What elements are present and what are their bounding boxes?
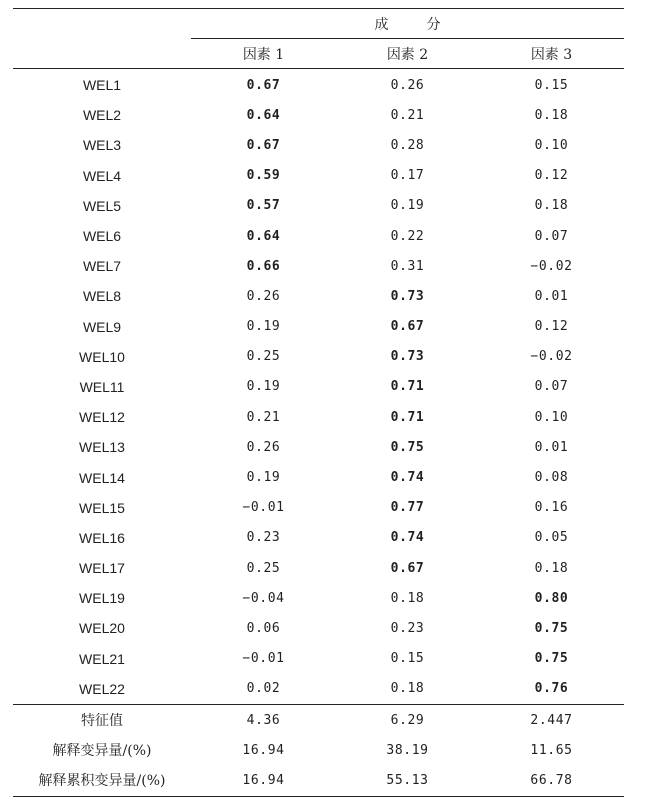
row-label: WEL19 bbox=[79, 590, 125, 607]
table-header bbox=[13, 9, 624, 69]
table-row bbox=[13, 402, 624, 432]
loading-cell-factor-3: 0.18 bbox=[534, 560, 569, 576]
loading-cell-factor-2: 0.31 bbox=[390, 258, 425, 274]
loading-cell-factor-1: 0.64 bbox=[246, 107, 281, 123]
table-row bbox=[13, 251, 624, 281]
loading-cell-factor-1: 0.66 bbox=[246, 258, 281, 274]
row-label: WEL7 bbox=[82, 258, 122, 275]
loading-cell-factor-2: 0.15 bbox=[390, 651, 425, 667]
row-label: WEL9 bbox=[82, 318, 122, 335]
component-group-header: 成 分 bbox=[191, 9, 624, 39]
table-row bbox=[13, 553, 624, 583]
column-header-factor-3: 因素 3 bbox=[479, 39, 624, 69]
loading-cell-factor-1: −0.04 bbox=[242, 590, 285, 606]
loading-cell-factor-1: 0.19 bbox=[246, 379, 281, 395]
loading-cell-factor-1: 0.67 bbox=[246, 137, 281, 153]
loading-cell-factor-3: 0.76 bbox=[534, 681, 569, 697]
summary-label: 解释累积变异量/(%) bbox=[13, 765, 191, 796]
loading-cell-factor-1: 0.21 bbox=[246, 409, 281, 425]
row-label: WEL12 bbox=[79, 409, 125, 426]
summary-row bbox=[13, 735, 624, 765]
loading-cell-factor-1: −0.01 bbox=[242, 651, 285, 667]
table-row bbox=[13, 583, 624, 613]
loading-cell-factor-1: 0.64 bbox=[246, 228, 281, 244]
table-row bbox=[13, 69, 624, 101]
row-label: WEL13 bbox=[79, 439, 125, 456]
loading-cell-factor-2: 0.26 bbox=[390, 77, 425, 93]
row-label: WEL8 bbox=[82, 288, 122, 305]
loading-cell-factor-1: 0.67 bbox=[246, 77, 281, 93]
table-row bbox=[13, 523, 624, 553]
loading-cell-factor-2: 0.19 bbox=[390, 198, 425, 214]
loading-cell-factor-3: 0.15 bbox=[534, 77, 569, 93]
table-row bbox=[13, 462, 624, 492]
loading-cell-factor-2: 0.77 bbox=[390, 500, 425, 516]
table-row bbox=[13, 613, 624, 643]
table-row bbox=[13, 100, 624, 130]
table-row bbox=[13, 342, 624, 372]
row-label: WEL11 bbox=[79, 378, 125, 395]
loading-cell-factor-3: 0.05 bbox=[534, 530, 569, 546]
table-row bbox=[13, 191, 624, 221]
loading-cell-factor-3: 0.10 bbox=[534, 137, 569, 153]
row-label: WEL10 bbox=[79, 348, 125, 365]
loading-cell-factor-2: 0.67 bbox=[390, 560, 425, 576]
loading-cell-factor-2: 0.74 bbox=[390, 530, 425, 546]
loading-cell-factor-3: −0.02 bbox=[530, 258, 573, 274]
row-label: WEL4 bbox=[82, 167, 122, 184]
table-row bbox=[13, 644, 624, 674]
header-blank-cell bbox=[13, 39, 191, 69]
loading-cell-factor-3: 0.01 bbox=[534, 288, 569, 304]
loading-cell-factor-3: 0.75 bbox=[534, 651, 569, 667]
loading-cell-factor-3: 0.75 bbox=[534, 620, 569, 636]
loading-cell-factor-1: 0.26 bbox=[246, 288, 281, 304]
table-row bbox=[13, 281, 624, 311]
summary-cell-factor-1: 16.94 bbox=[191, 765, 336, 796]
loading-cell-factor-3: −0.02 bbox=[530, 349, 573, 365]
loading-cell-factor-3: 0.12 bbox=[534, 168, 569, 184]
loading-cell-factor-1: 0.25 bbox=[246, 560, 281, 576]
row-label: WEL1 bbox=[82, 77, 122, 94]
loading-cell-factor-3: 0.18 bbox=[534, 198, 569, 214]
row-label: WEL6 bbox=[82, 228, 122, 245]
header-corner-cell bbox=[13, 9, 191, 39]
loading-cell-factor-2: 0.71 bbox=[390, 409, 425, 425]
loading-cell-factor-1: 0.57 bbox=[246, 198, 281, 214]
summary-row bbox=[13, 765, 624, 796]
loading-rows bbox=[13, 69, 624, 705]
factor-loading-table bbox=[13, 8, 624, 797]
table-row bbox=[13, 674, 624, 705]
loading-cell-factor-2: 0.73 bbox=[390, 349, 425, 365]
row-label: WEL15 bbox=[79, 499, 125, 516]
table-row bbox=[13, 130, 624, 160]
summary-cell-factor-2: 6.29 bbox=[336, 704, 479, 735]
loading-cell-factor-1: 0.02 bbox=[246, 681, 281, 697]
table-row bbox=[13, 221, 624, 251]
header-group-row bbox=[13, 9, 624, 39]
summary-cell-factor-3: 66.78 bbox=[479, 765, 624, 796]
loading-cell-factor-2: 0.74 bbox=[390, 470, 425, 486]
table-row bbox=[13, 432, 624, 462]
summary-rows bbox=[13, 704, 624, 796]
loading-cell-factor-2: 0.75 bbox=[390, 439, 425, 455]
loading-cell-factor-1: −0.01 bbox=[242, 500, 285, 516]
row-label: WEL17 bbox=[79, 560, 125, 577]
loading-cell-factor-1: 0.59 bbox=[246, 168, 281, 184]
loading-cell-factor-2: 0.23 bbox=[390, 620, 425, 636]
loading-cell-factor-2: 0.28 bbox=[390, 137, 425, 153]
loading-cell-factor-2: 0.22 bbox=[390, 228, 425, 244]
row-label: WEL2 bbox=[82, 107, 122, 124]
row-label: WEL3 bbox=[82, 137, 122, 154]
loading-cell-factor-3: 0.08 bbox=[534, 470, 569, 486]
loading-cell-factor-2: 0.71 bbox=[390, 379, 425, 395]
column-header-factor-1: 因素 1 bbox=[191, 39, 336, 69]
table-row bbox=[13, 493, 624, 523]
row-label: WEL16 bbox=[79, 529, 125, 546]
loading-cell-factor-3: 0.10 bbox=[534, 409, 569, 425]
summary-row bbox=[13, 704, 624, 735]
loading-cell-factor-2: 0.73 bbox=[390, 288, 425, 304]
loading-cell-factor-3: 0.12 bbox=[534, 319, 569, 335]
loading-cell-factor-1: 0.23 bbox=[246, 530, 281, 546]
loading-cell-factor-1: 0.26 bbox=[246, 439, 281, 455]
loading-cell-factor-1: 0.19 bbox=[246, 319, 281, 335]
loading-cell-factor-2: 0.21 bbox=[390, 107, 425, 123]
row-label: WEL20 bbox=[79, 620, 125, 637]
header-columns-row bbox=[13, 39, 624, 69]
loading-cell-factor-3: 0.07 bbox=[534, 228, 569, 244]
loading-cell-factor-3: 0.01 bbox=[534, 439, 569, 455]
loading-cell-factor-3: 0.80 bbox=[534, 590, 569, 606]
loading-cell-factor-3: 0.16 bbox=[534, 500, 569, 516]
summary-cell-factor-3: 11.65 bbox=[530, 742, 573, 758]
summary-cell-factor-1: 16.94 bbox=[242, 742, 285, 758]
loading-cell-factor-1: 0.06 bbox=[246, 620, 281, 636]
row-label: WEL14 bbox=[79, 469, 125, 486]
row-label: WEL5 bbox=[82, 197, 122, 214]
loading-cell-factor-2: 0.18 bbox=[390, 681, 425, 697]
loading-cell-factor-3: 0.18 bbox=[534, 107, 569, 123]
loading-cell-factor-2: 0.18 bbox=[390, 590, 425, 606]
summary-cell-factor-1: 4.36 bbox=[191, 704, 336, 735]
loading-cell-factor-1: 0.19 bbox=[246, 470, 281, 486]
table-row bbox=[13, 161, 624, 191]
summary-cell-factor-2: 38.19 bbox=[386, 742, 429, 758]
loading-cell-factor-3: 0.07 bbox=[534, 379, 569, 395]
summary-cell-factor-2: 55.13 bbox=[336, 765, 479, 796]
column-header-factor-2: 因素 2 bbox=[336, 39, 479, 69]
loading-cell-factor-2: 0.67 bbox=[390, 319, 425, 335]
summary-label: 解释变异量/(%) bbox=[52, 743, 152, 760]
summary-cell-factor-3: 2.447 bbox=[479, 704, 624, 735]
table-row bbox=[13, 312, 624, 342]
loading-cell-factor-2: 0.17 bbox=[390, 168, 425, 184]
loading-cell-factor-1: 0.25 bbox=[246, 349, 281, 365]
summary-label: 特征值 bbox=[13, 704, 191, 735]
row-label: WEL22 bbox=[79, 680, 125, 697]
row-label: WEL21 bbox=[79, 650, 125, 667]
table-row bbox=[13, 372, 624, 402]
